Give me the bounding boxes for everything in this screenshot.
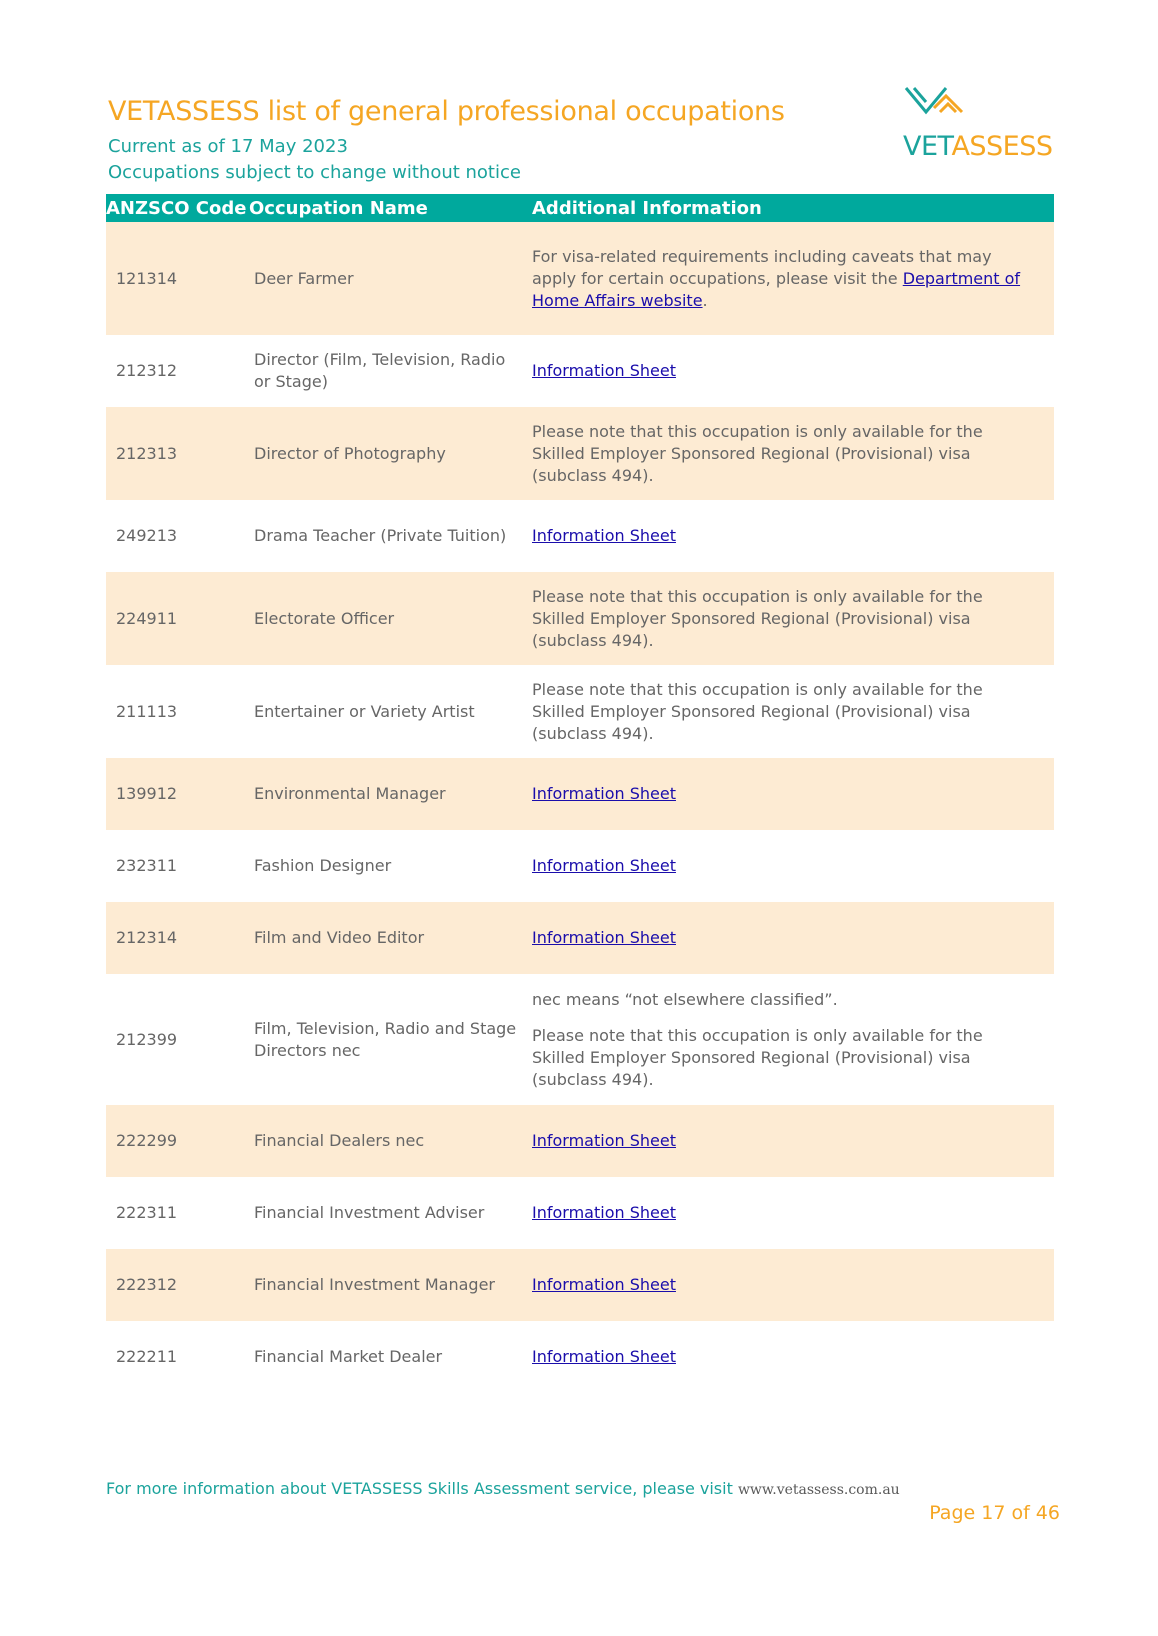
anzsco-code: 224911 [116,608,178,628]
table-row [106,758,1054,830]
vetassess-wordmark [903,131,1053,162]
occupation-name: Financial Market Dealer [254,1347,443,1366]
info-text: For visa-related requirements including caveats that may apply for certain occupations, please visit the [532,246,992,288]
occupations-table [106,194,1054,1393]
additional-info [532,927,1054,949]
anzsco-code: 211113 [116,701,178,721]
anzsco-code: 121314 [116,268,178,288]
footer-url-link[interactable]: www.vetassess.com.au [737,1482,900,1498]
table-row [106,902,1054,974]
table-row [106,335,1054,407]
anzsco-code: 212399 [116,1029,178,1049]
change-notice: Occupations subject to change without notice [108,162,521,183]
home-affairs-link[interactable]: Department of Home Affairs website [532,268,1021,310]
additional-info [532,246,1054,312]
additional-info [532,855,1054,877]
information-sheet-link[interactable]: Information Sheet [532,1347,676,1366]
additional-info: Please note that this occupation is only available for the Skilled Employer Sponsored Regional (Provisional) visa (subclass 494). [532,679,983,743]
information-sheet-link[interactable]: Information Sheet [532,1275,676,1294]
occupation-name: Electorate Officer [254,608,395,628]
occupation-name: Environmental Manager [254,784,446,803]
occupation-name: Financial Investment Manager [254,1275,495,1294]
visa-note: Please note that this occupation is only available for the Skilled Employer Sponsored Regional (Provisional) visa (subclass 494). [532,1025,983,1089]
page-number: Page 17 of 46 [929,1502,1060,1524]
table-header [106,194,1054,222]
information-sheet-link[interactable]: Information Sheet [532,928,676,947]
col-anzsco-code: ANZSCO Code [106,197,247,219]
table-row [106,1105,1054,1177]
table-row [106,222,1054,335]
table-row [106,1321,1054,1393]
additional-info: Please note that this occupation is only available for the Skilled Employer Sponsored Regional (Provisional) visa (subclass 494). [532,586,983,650]
nec-note: nec means “not elsewhere classified”. [532,989,838,1009]
additional-info [532,989,1054,1091]
footer-text: For more information about VETASSESS Skills Assessment service, please visit [106,1479,738,1498]
anzsco-code: 212314 [116,928,178,947]
information-sheet-link[interactable]: Information Sheet [532,361,676,380]
current-as-of: Current as of 17 May 2023 [108,136,348,157]
occupation-name: Director (Film, Television, Radio or Stage) [254,350,506,391]
table-row [106,974,1054,1105]
occupation-name: Fashion Designer [254,856,392,875]
anzsco-code: 222311 [116,1203,178,1222]
occupation-name: Entertainer or Variety Artist [254,701,475,721]
footer-note [106,1479,900,1498]
additional-info [532,1346,1054,1368]
additional-info [532,1130,1054,1152]
occupation-name: Drama Teacher (Private Tuition) [254,526,507,545]
table-row [106,407,1054,500]
additional-info [532,1202,1054,1224]
table-row [106,665,1054,758]
page-title: VETASSESS list of general professional occupations [108,96,785,127]
anzsco-code: 212313 [116,443,178,463]
info-suffix: . [702,290,708,310]
information-sheet-link[interactable]: Information Sheet [532,1131,676,1150]
additional-info [532,783,1054,805]
additional-info [532,525,1054,547]
information-sheet-link[interactable]: Information Sheet [532,856,676,875]
occupation-name: Financial Investment Adviser [254,1203,485,1222]
anzsco-code: 212312 [116,361,178,380]
anzsco-code: 222312 [116,1275,178,1294]
additional-info [532,360,1054,382]
col-occupation-name: Occupation Name [249,197,428,219]
anzsco-code: 232311 [116,856,178,875]
table-row [106,1249,1054,1321]
col-additional-information: Additional Information [532,197,762,219]
anzsco-code: 222299 [116,1131,178,1150]
table-row [106,1177,1054,1249]
information-sheet-link[interactable]: Information Sheet [532,1203,676,1222]
information-sheet-link[interactable]: Information Sheet [532,526,676,545]
table-row [106,500,1054,572]
information-sheet-link[interactable]: Information Sheet [532,784,676,803]
occupation-name: Financial Dealers nec [254,1131,425,1150]
occupation-name: Deer Farmer [254,268,354,288]
anzsco-code: 249213 [116,526,178,545]
logo-assess: ASSESS [951,131,1053,162]
additional-info [532,1274,1054,1296]
table-row [106,830,1054,902]
occupation-name: Director of Photography [254,443,446,463]
anzsco-code: 139912 [116,784,178,803]
additional-info: Please note that this occupation is only available for the Skilled Employer Sponsored Regional (Provisional) visa (subclass 494). [532,421,983,485]
occupation-name: Film and Video Editor [254,928,425,947]
table-row [106,572,1054,665]
logo-vet: VET [903,131,952,162]
occupation-name: Film, Television, Radio and Stage Directors nec [254,1018,517,1060]
anzsco-code: 222211 [116,1347,178,1366]
